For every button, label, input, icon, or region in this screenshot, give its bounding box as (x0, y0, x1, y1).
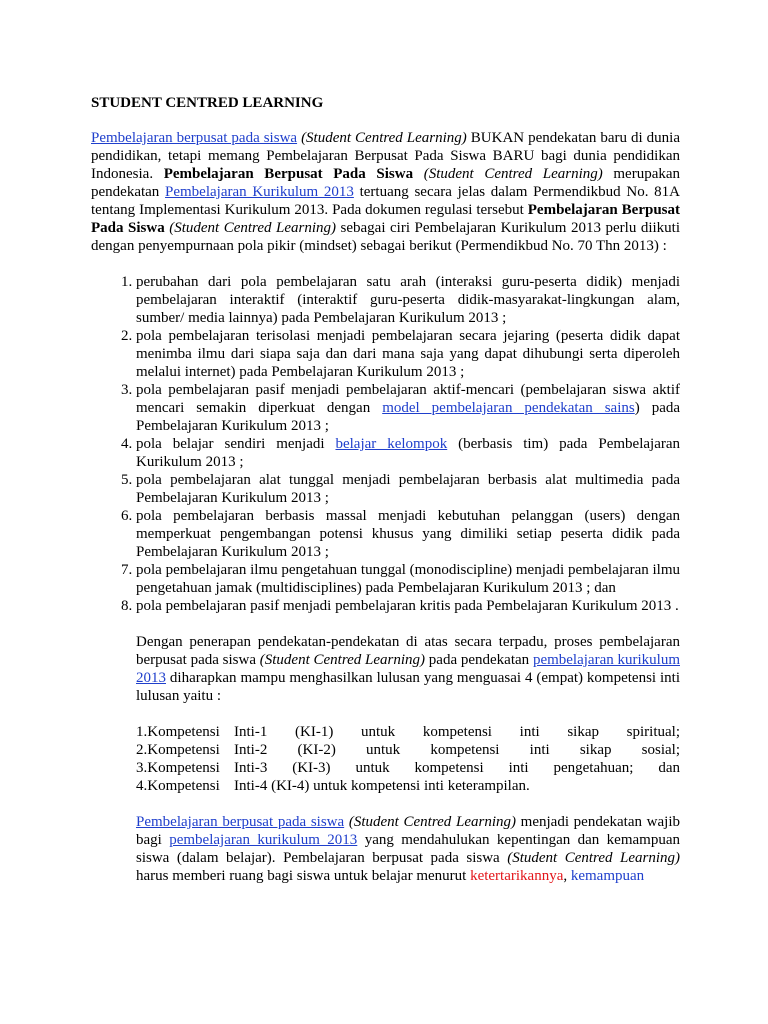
competency-text: Inti-4 (KI-4) untuk kompetensi inti keterampilan. (234, 778, 530, 794)
scl-italic: (Student Centred Learning) (259, 652, 426, 668)
list-item (136, 507, 680, 561)
link-pembelajaran-kurikulum-2013[interactable]: pembelajaran kurikulum 2013 (169, 832, 358, 848)
intro-text-1: BUKAN pendekatan baru di dunia pendidikan, tetapi memang Pembelajaran Berpusat Pada Siswa BARU bagi dunia pendidikan Indonesia. (91, 130, 681, 182)
intro-text-3: tertuang secara jelas dalam Permendikbud No. 81A tentang Implementasi Kurikulum 2013. Pada dokumen regulasi tersebut (91, 184, 680, 218)
paragraph-text: diharapkan mampu menghasilkan lulusan yang menguasai 4 (empat) kompetensi inti lulusan yaitu : (136, 670, 680, 704)
list-item-text: pola pembelajaran pasif menjadi pembelajaran kritis pada Pembelajaran Kurikulum 2013 . (136, 598, 679, 614)
document-title: STUDENT CENTRED LEARNING (91, 95, 324, 111)
intro-paragraph (91, 129, 680, 255)
list-item-text: pola pembelajaran terisolasi menjadi pembelajaran secara jejaring (peserta didik dapat menimba ilmu dari siapa saja dan dari mana saja yang dapat dihubungi serta diperoleh melalui internet) pada Pembelajaran Kurikulum 2013 ; (136, 328, 680, 380)
competency-row (136, 759, 680, 777)
link-pembelajaran-berpusat-pada-siswa[interactable]: Pembelajaran berpusat pada siswa (136, 814, 345, 830)
list-item (136, 435, 680, 471)
competency-text: Inti-2 (KI-2) untuk kompetensi inti sikap sosial; (234, 742, 680, 758)
intro-text-2: merupakan pendekatan (91, 166, 681, 200)
paragraph-text: menjadi pendekatan wajib bagi (136, 814, 680, 848)
list-item (136, 561, 680, 597)
link-pembelajaran-kurikulum-2013[interactable]: pembelajaran kurikulum 2013 (136, 652, 680, 686)
scl-italic: (Student Centred Learning) (423, 166, 603, 182)
list-item (136, 327, 680, 381)
bold-pbps: Pembelajaran Berpusat Pada Siswa (163, 166, 414, 182)
highlight-red-word: ketertarikannya (470, 868, 564, 884)
closing-paragraph (136, 813, 680, 885)
list-item (136, 597, 680, 615)
scl-italic: (Student Centred Learning) (348, 814, 516, 830)
competency-text: Inti-3 (KI-3) untuk kompetensi inti pengetahuan; dan (234, 760, 680, 776)
mindset-change-list (91, 273, 680, 615)
bold-pbps: Pembelajaran Berpusat Pada Siswa (91, 202, 680, 236)
competency-label: 2.Kompetensi (136, 742, 220, 758)
competency-row (136, 741, 680, 759)
highlight-blue-word: kemampuan (570, 868, 645, 884)
list-item-text: (berbasis tim) pada Pembelajaran Kurikulum 2013 ; (136, 436, 681, 470)
paragraph-text: pada pendekatan (425, 652, 533, 668)
scl-italic: (Student Centred Learning) (301, 130, 467, 146)
list-item-text: ) pada Pembelajaran Kurikulum 2013 ; (136, 400, 681, 434)
competency-row (136, 777, 680, 795)
link-belajar-kelompok[interactable]: belajar kelompok (335, 436, 448, 452)
competency-label: 3.Kompetensi (136, 760, 220, 776)
competency-label: 4.Kompetensi (136, 778, 220, 794)
core-competency-list (136, 723, 680, 795)
paragraph-text: Dengan penerapan pendekatan-pendekatan di atas secara terpadu, proses pembelajaran berpusat pada siswa (136, 634, 680, 668)
list-item-text: pola pembelajaran pasif menjadi pembelajaran aktif-mencari (pembelajaran siswa aktif mencari semakin diperkuat dengan (136, 382, 680, 416)
intro-text-4: sebagai ciri Pembelajaran Kurikulum 2013 perlu diikuti dengan penyempurnaan pola pikir (mindset) sebagai berikut (Permendikbud No. 70 Thn 2013) : (91, 220, 680, 254)
paragraph-text: yang mendahulukan kepentingan dan kemampuan siswa (dalam belajar). Pembelajaran berpusat pada siswa (136, 832, 680, 866)
competency-text: Inti-1 (KI-1) untuk kompetensi inti sikap spiritual; (234, 724, 680, 740)
list-item-text: pola belajar sendiri menjadi (136, 436, 336, 452)
paragraph-text: , (563, 868, 571, 884)
competency-row (136, 723, 680, 741)
list-item-text: pola pembelajaran berbasis massal menjadi kebutuhan pelanggan (users) dengan memperkuat pengembangan potensi khusus yang dimiliki setiap peserta didik pada Pembelajaran Kurikulum 2013 ; (136, 508, 680, 560)
competency-label: 1.Kompetensi (136, 724, 220, 740)
list-item-text: pola pembelajaran ilmu pengetahuan tunggal (monodiscipline) menjadi pembelajaran ilmu pengetahuan jamak (multidisciplines) pada Pembelajaran Kurikulum 2013 ; dan (136, 562, 680, 596)
scl-italic: (Student Centred Learning) (169, 220, 336, 236)
link-model-pembelajaran-pendekatan-sains[interactable]: model pembelajaran pendekatan sains (382, 400, 635, 416)
scl-italic: (Student Centred Learning) (507, 850, 680, 866)
link-pembelajaran-kurikulum-2013[interactable]: Pembelajaran Kurikulum 2013 (165, 184, 354, 200)
list-item-text: perubahan dari pola pembelajaran satu arah (interaksi guru-peserta didik) menjadi pembelajaran interaktif (interaktif guru-peserta didik-masyarakat-lingkungan alam, sumber/ media lainnya) pada Pembelajaran Kurikulum 2013 ; (136, 274, 680, 326)
list-item-text: pola pembelajaran alat tunggal menjadi pembelajaran berbasis alat multimedia pada Pembelajaran Kurikulum 2013 ; (136, 472, 680, 506)
link-pembelajaran-berpusat-pada-siswa[interactable]: Pembelajaran berpusat pada siswa (91, 130, 298, 146)
list-item (136, 273, 680, 327)
list-item (136, 471, 680, 507)
after-list-paragraph (136, 633, 680, 705)
paragraph-text: harus memberi ruang bagi siswa untuk belajar menurut (136, 868, 471, 884)
list-item (136, 381, 680, 435)
